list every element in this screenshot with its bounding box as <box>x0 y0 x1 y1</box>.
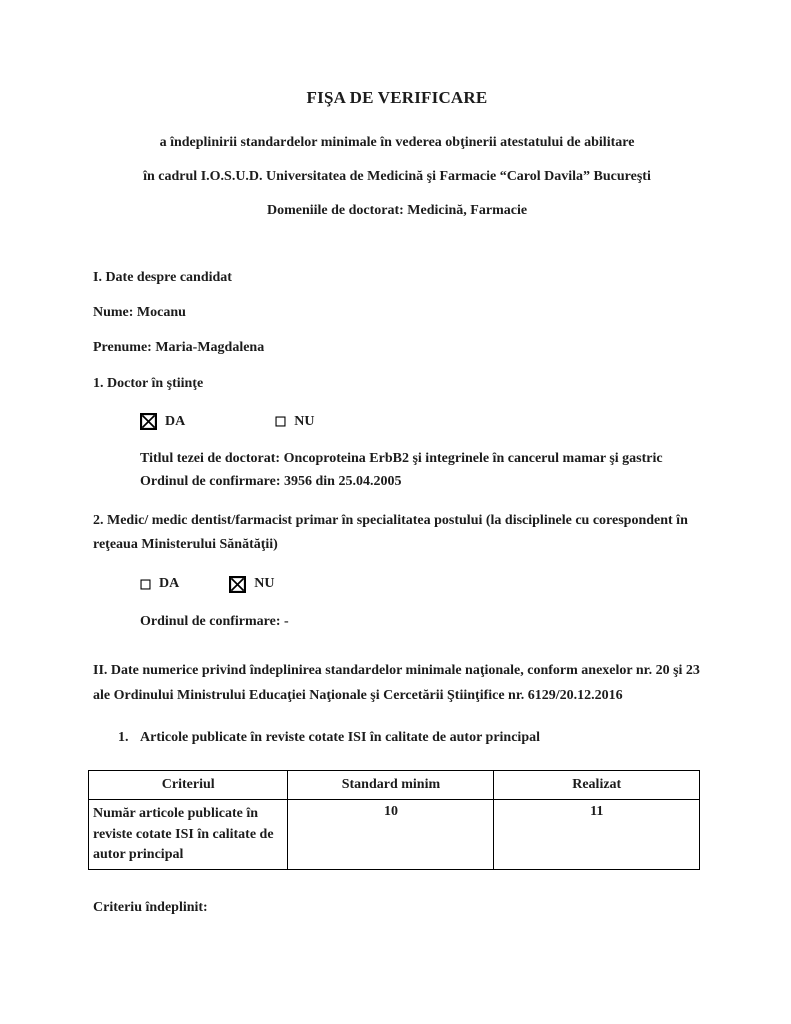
question-2-da-option <box>140 576 179 592</box>
unchecked-checkbox-icon <box>140 579 151 590</box>
table-cell-standard: 10 <box>288 800 494 870</box>
checked-checkbox-icon <box>229 576 246 593</box>
thesis-block <box>140 448 701 493</box>
question-2-label: 2. Medic/ medic dentist/farmacist primar în specialitatea postului (la disciplinele cu corespondent în reţeaua Ministerului Sănătăţii) <box>93 512 688 553</box>
table-row <box>89 800 700 870</box>
confirmation-order-line-1: Ordinul de confirmare: 3956 din 25.04.2005 <box>140 473 402 489</box>
da-label: DA <box>159 576 180 592</box>
document-subtitle-2: în cadrul I.O.S.U.D. Universitatea de Medicină şi Farmacie “Carol Davila” Bucureşti <box>143 169 651 185</box>
criteria-table <box>88 770 700 870</box>
document-subtitle-3: Domeniile de doctorat: Medicină, Farmacie <box>266 203 528 219</box>
da-label: DA <box>165 413 186 429</box>
question-1-label: 1. Doctor în ştiinţe <box>93 375 204 391</box>
candidate-surname: Nume: Mocanu <box>93 304 186 320</box>
confirmation-order-block-2 <box>140 611 701 633</box>
table-cell-realizat: 11 <box>494 800 700 870</box>
table-header-row <box>89 771 700 800</box>
confirmation-order-line-2: Ordinul de confirmare: - <box>140 613 289 629</box>
list-item-1-number: 1. <box>118 730 129 746</box>
table-header-realizat: Realizat <box>494 771 700 800</box>
document-title: FIŞA DE VERIFICARE <box>306 88 488 107</box>
table-header-standard-minim: Standard minim <box>288 771 494 800</box>
question-1-nu-option <box>275 414 314 430</box>
thesis-title-line: Titlul tezei de doctorat: Oncoproteina ErbB2 şi integrinele în cancerul mamar şi gastric <box>140 451 663 467</box>
question-1-checkbox-row <box>140 413 701 430</box>
section-1-heading: I. Date despre candidat <box>93 269 232 285</box>
table-cell-criterion: Număr articole publicate în reviste cotate ISI în calitate de autor principal <box>89 800 288 870</box>
nu-label: NU <box>294 413 315 429</box>
criterion-fulfilled-label: Criteriu îndeplinit: <box>93 900 208 916</box>
checked-checkbox-icon <box>140 413 157 430</box>
candidate-firstname: Prenume: Maria-Magdalena <box>93 340 265 356</box>
question-1-da-option <box>140 413 185 430</box>
question-2-checkbox-row <box>140 576 701 593</box>
document-subtitle-1: a îndeplinirii standardelor minimale în vederea obţinerii atestatului de abilitare <box>159 135 635 150</box>
nu-label: NU <box>254 576 275 592</box>
section-2-heading: II. Date numerice privind îndeplinirea standardelor minimale naţionale, conform anexelor nr. 20 şi 23 ale Ordinului Ministrului Educaţiei Naţionale şi Cercetării Ştiinţifice nr. 6129/20.12.2016 <box>93 663 700 703</box>
table-header-criteriul: Criteriul <box>89 771 288 800</box>
list-item-1 <box>118 730 701 746</box>
unchecked-checkbox-icon <box>275 416 286 427</box>
question-2-nu-option <box>229 576 274 593</box>
list-item-1-text: Articole publicate în reviste cotate ISI în calitate de autor principal <box>140 730 540 746</box>
